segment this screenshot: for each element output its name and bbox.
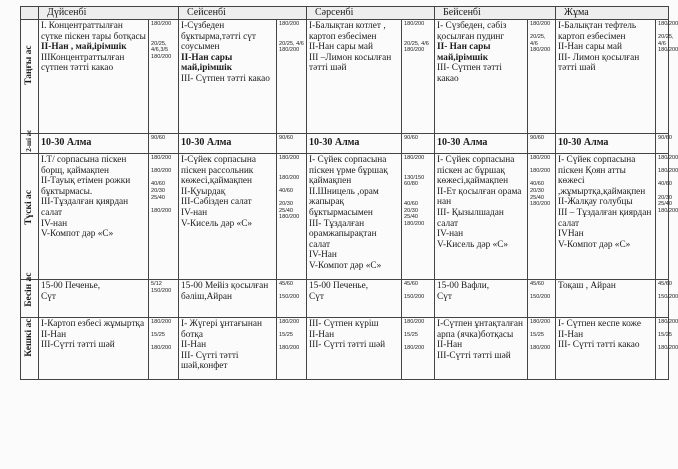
snack-tuesday-dish: 15-00 Мейіз қосылған бәліш,Айран xyxy=(179,280,277,318)
second-breakfast-row xyxy=(21,134,669,154)
second-monday-dish: 10-30 Алма xyxy=(39,134,149,154)
day-header-wednesday xyxy=(307,7,435,20)
lunch-monday-grams: 180/200 180/200 40/60 20/30 25/40 180/200 xyxy=(149,154,179,280)
dinner-wednesday-dish: ІІІ- Сүтпен күріш ІІ-Нан ІІІ- Сүтті тәтті шәй xyxy=(307,318,402,380)
lunch-wednesday-dish: І- Сүйек сорпасына піскен үрме бұршақ қаймақпен ІІ.Шницель ,орам жапырақ бұктырмасымен ІІІ- Тұздалған орамжапырақтан салат ІV-Нан V-Компот дәр «С» xyxy=(307,154,402,280)
breakfast-monday-grams: 180/200 20/25, 4/6,3/5 180/200 xyxy=(149,20,179,134)
breakfast-friday-dish: І-Балықтан тефтель картоп езбесімен ІІ-Нан сары май ІІІ- Лимон қосылған тәтті шәй xyxy=(556,20,656,134)
second-wednesday-dish: 10-30 Алма xyxy=(307,134,402,154)
day-label: Сәрсенбі xyxy=(315,7,354,18)
day-header-friday xyxy=(556,7,669,20)
dinner-tuesday-dish: І- Жүгері ұнтағынан ботқа ІІ-Нан ІІІ- Сүтті тәтті шәй,конфет xyxy=(179,318,277,380)
day-header-row xyxy=(21,7,669,20)
lunch-friday-grams: 180/200 180/200 40/60 20/30 25/40 180/200 xyxy=(656,154,669,280)
day-header-monday xyxy=(39,7,179,20)
breakfast-tuesday-dish: І-Сүзбеден бұктырма,тәтті сүт соусымен ІІ-Нан сары май,ірімшік ІІІ- Сүтпен тәтті какао xyxy=(179,20,277,134)
breakfast-tuesday-grams: 180/200 20/25, 4/6 180/200 xyxy=(277,20,307,134)
lunch-friday-dish: І- Сүйек сорпасына піскен Қоян атты көжесі ,жұмыртқа,қаймақпен ІІ-Жалқау голубцы ІІІ – Тұздалған қиярдан салат ІVНан V-Компот дәр «С» xyxy=(556,154,656,280)
breakfast-row xyxy=(21,20,669,134)
snack-thursday-dish: 15-00 Вафли, Сүт xyxy=(435,280,528,318)
breakfast-wednesday-dish: І-Балықтан котлет , картоп езбесімен ІІ-Нан сары май ІІІ –Лимон косылған тәтті шәй xyxy=(307,20,402,134)
breakfast-friday-grams: 180/200 20/25, 4/6 180/200 xyxy=(656,20,669,134)
dinner-friday-dish: І- Сүтпен кеспе коже ІІ-Нан ІІІ- Сүтті тәтті какао xyxy=(556,318,656,380)
meal-label-dinner: Кешкі ас xyxy=(21,318,39,380)
snack-friday-grams: 45/60 150/200 xyxy=(656,280,669,318)
second-wednesday-grams: 90/60 xyxy=(402,134,435,154)
meal-label-breakfast: Таңғы ас xyxy=(21,20,39,134)
second-thursday-dish: 10-30 Алма xyxy=(435,134,528,154)
dinner-wednesday-grams: 180/200 15/25 180/200 xyxy=(402,318,435,380)
lunch-thursday-dish: І- Сүйек сорпасына піскен ас бұршақ көжесі,қаймақпен ІІ-Ет қосылған орама нан ІІІ- Қызылшадан салат ІV-нан V-Кисель дәр «С» xyxy=(435,154,528,280)
meal-label-lunch: Түскі ас xyxy=(21,154,39,280)
day-label: Бейсенбі xyxy=(443,7,481,18)
dinner-monday-grams: 180/200 15/25 180/200 xyxy=(149,318,179,380)
meal-label-snack: Бесін ас xyxy=(21,280,39,318)
snack-friday-dish: Тоқаш , Айран xyxy=(556,280,656,318)
breakfast-thursday-grams: 180/200 20/25, 4/6 180/200 xyxy=(528,20,556,134)
second-friday-grams: 90/60 xyxy=(656,134,669,154)
meal-label-second: 2-ші ас xyxy=(21,134,39,154)
breakfast-wednesday-grams: 180/200 20/25, 4/6 180/200 xyxy=(402,20,435,134)
dinner-friday-grams: 180/200 15/25 180/200 xyxy=(656,318,669,380)
day-header-tuesday xyxy=(179,7,307,20)
lunch-tuesday-dish: І-Сүйек сорпасына піскен рассольник көжесі,қаймақпен ІІ-Қуырдақ ІІІ-Сәбізден салат ІV-нан V-Кисель дәр «С» xyxy=(179,154,277,280)
second-tuesday-dish: 10-30 Алма xyxy=(179,134,277,154)
day-label: Сейсенбі xyxy=(187,7,226,18)
lunch-monday-dish: І.Т/ сорпасына піскен борщ, қаймақпен ІІ-Тауық етімен рожки бұктырмасы. ІІІ-Тұздалған қиярдан салат ІV-нан V-Компот дәр «С» xyxy=(39,154,149,280)
second-friday-dish: 10-30 Алма xyxy=(556,134,656,154)
dinner-tuesday-grams: 180/200 15/25 180/200 xyxy=(277,318,307,380)
weekly-menu-table xyxy=(20,6,678,380)
lunch-tuesday-grams: 180/200 180/200 40/60 20/30 25/40 180/200 xyxy=(277,154,307,280)
dinner-thursday-dish: І-Сүтпен ұнтақталған арпа (ячка)ботқасы ІІ-Нан ІІІ-Сүтті тәтті шәй xyxy=(435,318,528,380)
lunch-wednesday-grams: 180/200 130/150 60/80 40/60 20/30 25/40 180/200 xyxy=(402,154,435,280)
dinner-monday-dish: І-Картоп езбесі жұмыртқа ІІ-Нан ІІІ-Сүтті тәтті шәй xyxy=(39,318,149,380)
snack-thursday-grams: 45/60 150/200 xyxy=(528,280,556,318)
day-header-thursday xyxy=(435,7,556,20)
dinner-thursday-grams: 180/200 15/25 180/200 xyxy=(528,318,556,380)
snack-row xyxy=(21,280,669,318)
second-monday-grams: 90/60 xyxy=(149,134,179,154)
second-thursday-grams: 90/60 xyxy=(528,134,556,154)
second-tuesday-grams: 90/60 xyxy=(277,134,307,154)
snack-wednesday-grams: 45/60 150/200 xyxy=(402,280,435,318)
snack-tuesday-grams: 45/60 150/200 xyxy=(277,280,307,318)
dinner-row xyxy=(21,318,669,380)
snack-wednesday-dish: 15-00 Печенье, Сүт xyxy=(307,280,402,318)
day-label: Дүйсенбі xyxy=(47,7,87,18)
breakfast-thursday-dish: І- Сүзбеден, сәбіз қосылған пудинг ІІ- Нан сары май,ірімшік ІІІ- Сүтпен тәтті какао xyxy=(435,20,528,134)
lunch-thursday-grams: 180/200 180/200 40/60 20/30 25/40 180/200 xyxy=(528,154,556,280)
snack-monday-grams: 5/12 150/200 xyxy=(149,280,179,318)
snack-monday-dish: 15-00 Печенье, Сүт xyxy=(39,280,149,318)
day-label: Жұма xyxy=(564,7,589,18)
lunch-row xyxy=(21,154,669,280)
corner-cell xyxy=(21,7,39,20)
breakfast-monday-dish: I. Концентраттылған сүтке піскен тары ботқасы II-Нан , май,ірімшік IIIКонцентраттылған сүтпен тәтті какао xyxy=(39,20,149,134)
